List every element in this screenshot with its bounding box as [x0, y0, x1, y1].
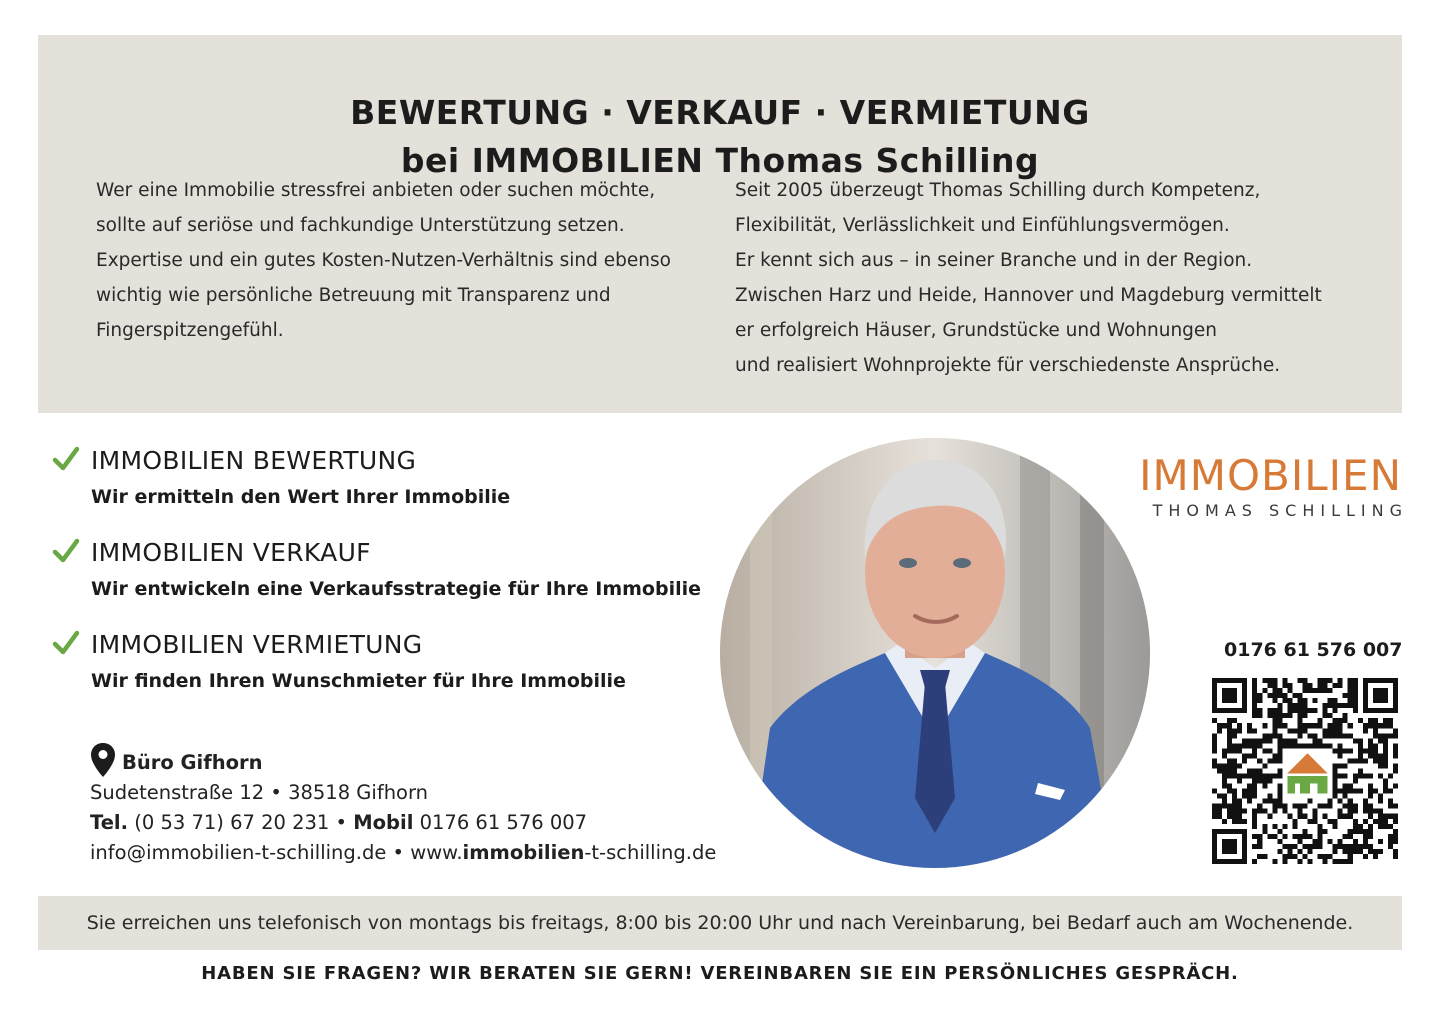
- service-title: IMMOBILIEN VERMIETUNG: [91, 630, 423, 659]
- service-subtitle: Wir ermitteln den Wert Ihrer Immobilie: [91, 486, 511, 508]
- logo-sub-text: THOMAS SCHILLING: [1152, 501, 1408, 520]
- office-phones: [90, 808, 716, 838]
- office-heading: [90, 738, 716, 778]
- intro-left-line: sollte auf seriöse und fachkundige Unterstützung setzen.: [96, 215, 625, 236]
- office-online: [90, 838, 716, 868]
- hours-text: Sie erreichen uns telefonisch von montags bis freitags, 8:00 bis 20:00 Uhr und nach Vereinbarung, bei Bedarf auch am Wochenende.: [86, 912, 1354, 934]
- phone-number[interactable]: 0176 61 576 007: [1224, 639, 1403, 661]
- service-subtitle: Wir entwickeln eine Verkaufsstrategie für Ihre Immobilie: [91, 578, 702, 600]
- web-bold: immobilien: [462, 841, 585, 864]
- portrait-illustration: [720, 438, 1150, 868]
- mobil-label: Mobil: [353, 811, 414, 834]
- separator: •: [392, 841, 405, 864]
- intro-right-line: Zwischen Harz und Heide, Hannover und Magdeburg vermittelt: [735, 285, 1322, 306]
- service-title: IMMOBILIEN BEWERTUNG: [91, 446, 417, 475]
- office-name: Büro Gifhorn: [122, 751, 263, 774]
- intro-right-line: Flexibilität, Verlässlichkeit und Einfühlungsvermögen.: [735, 215, 1230, 236]
- web-suffix: -t-schilling.de: [584, 841, 717, 864]
- call-to-action: HABEN SIE FRAGEN? WIR BERATEN SIE GERN! VEREINBAREN SIE EIN PERSÖNLICHES GESPRÄCH.: [201, 963, 1239, 984]
- phone-contact[interactable]: [1210, 634, 1402, 666]
- company-logo: [1139, 451, 1408, 522]
- service-title: IMMOBILIEN VERKAUF: [91, 538, 371, 567]
- intro-left-line: Fingerspitzengefühl.: [96, 320, 284, 341]
- service-vermietung: [52, 625, 692, 717]
- separator: •: [335, 811, 348, 834]
- website-link[interactable]: [410, 841, 716, 864]
- service-verkauf: [52, 533, 702, 625]
- intro-right-line: Seit 2005 überzeugt Thomas Schilling durch Kompetenz,: [735, 180, 1261, 201]
- mobil-number[interactable]: 0176 61 576 007: [419, 811, 588, 834]
- web-prefix: www.: [410, 841, 463, 864]
- intro-panel: [38, 35, 1402, 413]
- check-icon: [52, 629, 80, 657]
- tel-label: Tel.: [90, 811, 129, 834]
- hours-bar: [38, 896, 1402, 950]
- portrait-photo: [720, 438, 1150, 868]
- intro-left-line: Expertise und ein gutes Kosten-Nutzen-Verhältnis sind ebenso: [96, 250, 671, 271]
- services-list: [52, 441, 702, 717]
- email-link[interactable]: info@immobilien-t-schilling.de: [90, 841, 387, 864]
- service-bewertung: [52, 441, 692, 533]
- intro-right-column: [735, 173, 1322, 383]
- tel-number[interactable]: (0 53 71) 67 20 231: [134, 811, 330, 834]
- intro-left-column: [96, 173, 671, 348]
- intro-left-line: Wer eine Immobilie stressfrei anbieten oder suchen möchte,: [96, 180, 656, 201]
- check-icon: [52, 537, 80, 565]
- check-icon: [52, 445, 80, 473]
- intro-right-line: er erfolgreich Häuser, Grundstücke und Wohnungen: [735, 320, 1218, 341]
- title-line-1: BEWERTUNG · VERKAUF · VERMIETUNG: [350, 93, 1090, 132]
- location-pin-icon: [90, 742, 116, 778]
- logo-main-text: IMMOBILIEN: [1139, 451, 1402, 500]
- page-title: [38, 89, 1402, 185]
- intro-left-line: wichtig wie persönliche Betreuung mit Transparenz und: [96, 285, 611, 306]
- service-subtitle: Wir finden Ihren Wunschmieter für Ihre Immobilie: [91, 670, 626, 692]
- office-address: Sudetenstraße 12 • 38518 Gifhorn: [90, 781, 429, 804]
- qr-code[interactable]: [1212, 678, 1398, 864]
- intro-right-line: Er kennt sich aus – in seiner Branche und in der Region.: [735, 250, 1253, 271]
- office-contact: [90, 738, 716, 868]
- intro-right-line: und realisiert Wohnprojekte für verschiedenste Ansprüche.: [735, 355, 1281, 376]
- title-line-2: bei IMMOBILIEN Thomas Schilling: [400, 141, 1040, 180]
